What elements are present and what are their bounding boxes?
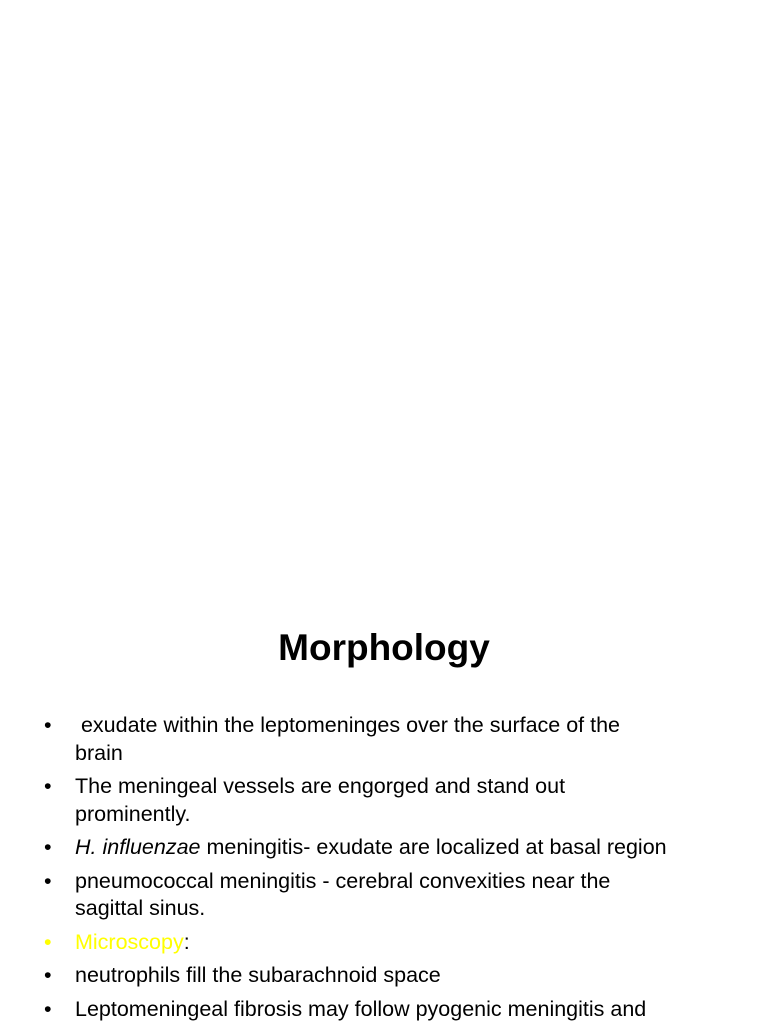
bullet-item-exudate: [44, 712, 744, 767]
bullet-text-line: exudate within the leptomeninges over the surface of the: [75, 713, 621, 737]
bullet-item-pneumococcal: [44, 868, 744, 923]
bullet-list: [44, 712, 744, 1024]
bullet-item-fibrosis: [44, 996, 744, 1024]
microscopy-heading: Microscopy: [75, 929, 184, 954]
bullet-item-neutrophils: [44, 962, 744, 990]
bullet-text-line: sagittal sinus.: [75, 896, 206, 920]
bullet-dot-icon: •: [44, 929, 52, 954]
bullet-text-line: prominently.: [75, 801, 191, 826]
slide-title: Morphology: [278, 627, 490, 668]
bullet-item-h-influenzae: [44, 834, 744, 862]
bullet-dot-icon: •: [44, 835, 52, 859]
bullet-text-line: The meningeal vessels are engorged and stand out: [75, 774, 566, 798]
bullet-text-line: pneumococcal meningitis - cerebral convexities near the: [75, 868, 611, 893]
bullet-text-line: brain: [75, 740, 123, 765]
bullet-italic-text: H. influenzae: [75, 835, 201, 859]
bullet-item-microscopy: [44, 929, 744, 957]
bullet-dot-icon: •: [44, 713, 52, 737]
bullet-text: Leptomeningeal fibrosis may follow pyogenic meningitis and: [75, 996, 647, 1021]
bullet-text: meningitis- exudate are localized at basal region: [200, 835, 667, 859]
bullet-dot-icon: •: [44, 963, 52, 987]
bullet-text: :: [183, 929, 190, 954]
bullet-dot-icon: •: [44, 774, 52, 798]
bullet-text: neutrophils fill the subarachnoid space: [75, 963, 441, 987]
bullet-dot-icon: •: [44, 996, 52, 1021]
bullet-dot-icon: •: [44, 868, 52, 893]
bullet-item-vessels: [44, 773, 744, 828]
